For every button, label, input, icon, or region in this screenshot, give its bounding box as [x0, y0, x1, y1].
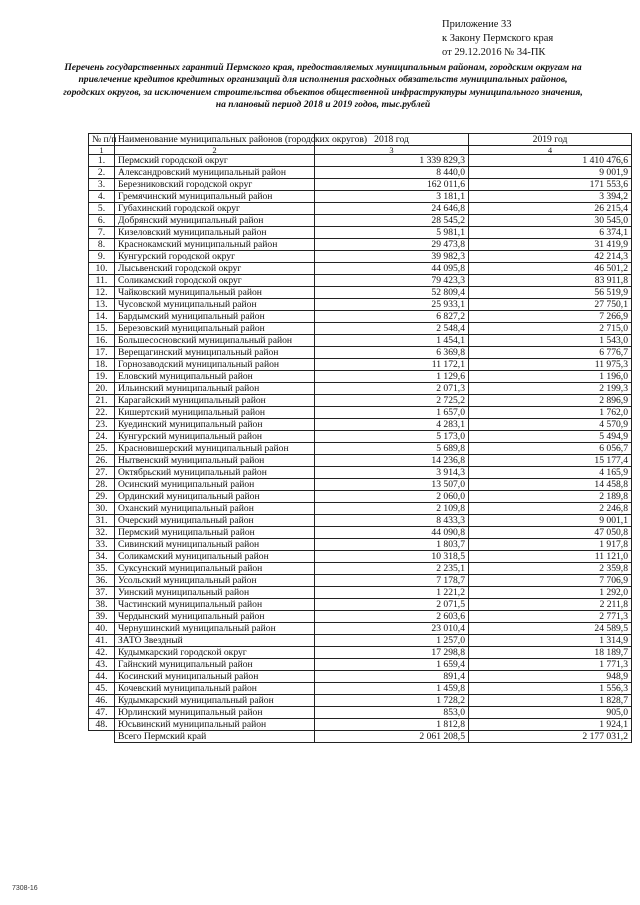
row-value-2018: 891,4: [315, 671, 469, 683]
row-municipality: Пермский городской округ: [115, 155, 315, 167]
table-row: [89, 227, 632, 239]
row-number: 10.: [89, 263, 115, 275]
row-municipality: Краснокамский муниципальный район: [115, 239, 315, 251]
row-value-2019: 1 828,7: [469, 695, 632, 707]
row-value-2018: 2 060,0: [315, 491, 469, 503]
row-number: 42.: [89, 647, 115, 659]
row-value-2018: 3 181,1: [315, 191, 469, 203]
row-number: 14.: [89, 311, 115, 323]
table-row: [89, 515, 632, 527]
row-municipality: Куединский муниципальный район: [115, 419, 315, 431]
table-row: [89, 575, 632, 587]
row-number: 25.: [89, 443, 115, 455]
header-num: № п/п: [89, 134, 115, 146]
row-municipality: Березовский муниципальный район: [115, 323, 315, 335]
row-number: 24.: [89, 431, 115, 443]
column-index-row: [89, 146, 632, 155]
row-value-2019: 9 001,9: [469, 167, 632, 179]
table-row: [89, 551, 632, 563]
table-row: [89, 719, 632, 731]
row-value-2018: 2 603,6: [315, 611, 469, 623]
row-municipality: Пермский муниципальный район: [115, 527, 315, 539]
row-value-2018: 23 010,4: [315, 623, 469, 635]
row-municipality: Губахинский городской округ: [115, 203, 315, 215]
row-number: 29.: [89, 491, 115, 503]
table-row: [89, 635, 632, 647]
table-row: [89, 683, 632, 695]
row-municipality: Березниковский городской округ: [115, 179, 315, 191]
appendix-date: от 29.12.2016 № 34-ПК: [442, 47, 546, 58]
guarantees-table: [88, 133, 632, 743]
table-row: [89, 623, 632, 635]
row-value-2018: 2 725,2: [315, 395, 469, 407]
table-row: [89, 299, 632, 311]
row-number: 22.: [89, 407, 115, 419]
row-value-2019: 6 056,7: [469, 443, 632, 455]
table-row: [89, 467, 632, 479]
row-value-2019: 46 501,2: [469, 263, 632, 275]
row-municipality: Сивинский муниципальный район: [115, 539, 315, 551]
row-value-2018: 7 178,7: [315, 575, 469, 587]
row-value-2018: 29 473,8: [315, 239, 469, 251]
row-value-2019: 2 359,8: [469, 563, 632, 575]
row-number: 31.: [89, 515, 115, 527]
row-value-2019: 6 776,7: [469, 347, 632, 359]
row-municipality: Чернушинский муниципальный район: [115, 623, 315, 635]
row-number: 17.: [89, 347, 115, 359]
table-row: [89, 155, 632, 167]
row-number: 43.: [89, 659, 115, 671]
row-value-2019: 1 762,0: [469, 407, 632, 419]
row-value-2019: 42 214,3: [469, 251, 632, 263]
row-number: 5.: [89, 203, 115, 215]
row-municipality: Кудымкарский городской округ: [115, 647, 315, 659]
total-2019: 2 177 031,2: [469, 731, 632, 743]
appendix-law: к Закону Пермского края: [442, 33, 554, 44]
row-number: 1.: [89, 155, 115, 167]
row-value-2019: 7 266,9: [469, 311, 632, 323]
row-value-2019: 1 924,1: [469, 719, 632, 731]
row-value-2019: 11 121,0: [469, 551, 632, 563]
table-row: [89, 611, 632, 623]
table-row: [89, 431, 632, 443]
table-row: [89, 239, 632, 251]
row-value-2018: 8 440,0: [315, 167, 469, 179]
row-value-2018: 5 689,8: [315, 443, 469, 455]
row-municipality: Красновишерский муниципальный район: [115, 443, 315, 455]
table-row: [89, 311, 632, 323]
table-row: [89, 275, 632, 287]
table-row: [89, 287, 632, 299]
table-row: [89, 347, 632, 359]
table-row: [89, 671, 632, 683]
table-row: [89, 455, 632, 467]
row-value-2018: 2 071,5: [315, 599, 469, 611]
row-number: 35.: [89, 563, 115, 575]
header-2019: 2019 год: [469, 134, 632, 146]
row-number: 27.: [89, 467, 115, 479]
row-municipality: Кудымкарский муниципальный район: [115, 695, 315, 707]
row-value-2019: 4 570,9: [469, 419, 632, 431]
row-value-2018: 25 933,1: [315, 299, 469, 311]
row-number: 39.: [89, 611, 115, 623]
row-value-2018: 1 728,2: [315, 695, 469, 707]
row-municipality: Верещагинский муниципальный район: [115, 347, 315, 359]
row-value-2018: 1 257,0: [315, 635, 469, 647]
row-municipality: Ординский муниципальный район: [115, 491, 315, 503]
row-number: 45.: [89, 683, 115, 695]
table-row: [89, 587, 632, 599]
row-municipality: Частинский муниципальный район: [115, 599, 315, 611]
row-number: 36.: [89, 575, 115, 587]
row-number: 44.: [89, 671, 115, 683]
row-number: 16.: [89, 335, 115, 347]
row-value-2019: 4 165,9: [469, 467, 632, 479]
row-value-2019: 27 750,1: [469, 299, 632, 311]
table-row: [89, 659, 632, 671]
row-municipality: Чердынский муниципальный район: [115, 611, 315, 623]
row-municipality: Нытвенский муниципальный район: [115, 455, 315, 467]
row-municipality: Соликамский городской округ: [115, 275, 315, 287]
row-value-2018: 5 981,1: [315, 227, 469, 239]
table-row: [89, 323, 632, 335]
row-municipality: Горнозаводский муниципальный район: [115, 359, 315, 371]
row-municipality: Оханский муниципальный район: [115, 503, 315, 515]
row-value-2019: 1 292,0: [469, 587, 632, 599]
document-code: 7308-16: [12, 885, 38, 892]
row-number: 21.: [89, 395, 115, 407]
row-municipality: Лысьвенский городской округ: [115, 263, 315, 275]
column-index: 2: [115, 146, 315, 155]
row-value-2019: 30 545,0: [469, 215, 632, 227]
row-value-2018: 14 236,8: [315, 455, 469, 467]
row-number: 46.: [89, 695, 115, 707]
row-value-2018: 853,0: [315, 707, 469, 719]
row-value-2018: 1 812,8: [315, 719, 469, 731]
row-value-2019: 1 410 476,6: [469, 155, 632, 167]
row-value-2019: 7 706,9: [469, 575, 632, 587]
row-number: 47.: [89, 707, 115, 719]
row-value-2018: 2 071,3: [315, 383, 469, 395]
row-value-2019: 31 419,9: [469, 239, 632, 251]
row-value-2018: 162 011,6: [315, 179, 469, 191]
table-row: [89, 263, 632, 275]
row-number: 6.: [89, 215, 115, 227]
row-number: 26.: [89, 455, 115, 467]
row-number: 13.: [89, 299, 115, 311]
row-municipality: Ильинский муниципальный район: [115, 383, 315, 395]
row-municipality: Октябрьский муниципальный район: [115, 467, 315, 479]
row-value-2019: 2 771,3: [469, 611, 632, 623]
row-value-2018: 79 423,3: [315, 275, 469, 287]
row-number: 19.: [89, 371, 115, 383]
row-value-2018: 1 657,0: [315, 407, 469, 419]
row-value-2019: 56 519,9: [469, 287, 632, 299]
row-number: 23.: [89, 419, 115, 431]
row-value-2018: 24 646,8: [315, 203, 469, 215]
row-number: 7.: [89, 227, 115, 239]
row-municipality: Косинский муниципальный район: [115, 671, 315, 683]
row-value-2019: 1 196,0: [469, 371, 632, 383]
row-number: 32.: [89, 527, 115, 539]
row-number: 9.: [89, 251, 115, 263]
row-municipality: Уинский муниципальный район: [115, 587, 315, 599]
row-value-2018: 6 369,8: [315, 347, 469, 359]
row-number: 37.: [89, 587, 115, 599]
row-value-2018: 1 454,1: [315, 335, 469, 347]
row-number: 11.: [89, 275, 115, 287]
row-municipality: Осинский муниципальный район: [115, 479, 315, 491]
row-municipality: Юрлинский муниципальный район: [115, 707, 315, 719]
table-body: [89, 155, 632, 731]
row-value-2018: 5 173,0: [315, 431, 469, 443]
row-number: 4.: [89, 191, 115, 203]
row-value-2018: 2 235,1: [315, 563, 469, 575]
row-number: 30.: [89, 503, 115, 515]
row-value-2018: 1 339 829,3: [315, 155, 469, 167]
row-municipality: Кунгурский муниципальный район: [115, 431, 315, 443]
row-number: 2.: [89, 167, 115, 179]
row-number: 15.: [89, 323, 115, 335]
row-value-2018: 2 109,8: [315, 503, 469, 515]
table-row: [89, 599, 632, 611]
table-row: [89, 527, 632, 539]
table-row: [89, 179, 632, 191]
row-number: 18.: [89, 359, 115, 371]
row-value-2019: 24 589,5: [469, 623, 632, 635]
table-row: [89, 251, 632, 263]
row-value-2018: 1 659,4: [315, 659, 469, 671]
row-value-2018: 1 129,6: [315, 371, 469, 383]
row-value-2018: 17 298,8: [315, 647, 469, 659]
row-value-2019: 5 494,9: [469, 431, 632, 443]
row-value-2018: 4 283,1: [315, 419, 469, 431]
table-row: [89, 479, 632, 491]
table-row: [89, 503, 632, 515]
row-value-2018: 11 172,1: [315, 359, 469, 371]
column-index: 4: [469, 146, 632, 155]
row-value-2019: 1 771,3: [469, 659, 632, 671]
row-municipality: Кунгурский городской округ: [115, 251, 315, 263]
row-value-2019: 9 001,1: [469, 515, 632, 527]
table-row: [89, 419, 632, 431]
row-value-2018: 39 982,3: [315, 251, 469, 263]
total-2018: 2 061 208,5: [315, 731, 469, 743]
row-value-2019: 2 199,3: [469, 383, 632, 395]
row-value-2019: 1 556,3: [469, 683, 632, 695]
row-value-2019: 905,0: [469, 707, 632, 719]
row-municipality: Бардымский муниципальный район: [115, 311, 315, 323]
row-number: 41.: [89, 635, 115, 647]
row-value-2019: 14 458,8: [469, 479, 632, 491]
column-index: 3: [315, 146, 469, 155]
total-label: Всего Пермский край: [115, 731, 315, 743]
table-row: [89, 491, 632, 503]
row-value-2018: 2 548,4: [315, 323, 469, 335]
appendix-number: Приложение 33: [442, 19, 512, 30]
row-number: 12.: [89, 287, 115, 299]
table-row: [89, 167, 632, 179]
table-row: [89, 695, 632, 707]
row-value-2018: 28 545,2: [315, 215, 469, 227]
table-row: [89, 647, 632, 659]
row-value-2018: 1 803,7: [315, 539, 469, 551]
row-municipality: Усольский муниципальный район: [115, 575, 315, 587]
row-municipality: Соликамский муниципальный район: [115, 551, 315, 563]
row-municipality: Очерский муниципальный район: [115, 515, 315, 527]
row-value-2019: 2 189,8: [469, 491, 632, 503]
row-number: 40.: [89, 623, 115, 635]
row-value-2018: 1 221,2: [315, 587, 469, 599]
row-number: 3.: [89, 179, 115, 191]
total-row: [89, 731, 632, 743]
row-value-2018: 8 433,3: [315, 515, 469, 527]
table-row: [89, 371, 632, 383]
row-number: 20.: [89, 383, 115, 395]
header-2018: 2018 год: [315, 134, 469, 146]
row-value-2019: 6 374,1: [469, 227, 632, 239]
document-title: Перечень государственных гарантий Пермского края, предоставляемых муниципальным районам, городским округам на привлечение кредитов кредитных организаций для исполнения расходных обязательств муниципальных районов, городских округов, за исключением строительства объектов общественной инфраструктуры муниципального значения, на плановый период 2018 и 2019 годов, тыс.рублей: [63, 62, 583, 111]
table-row: [89, 539, 632, 551]
row-value-2019: 1 543,0: [469, 335, 632, 347]
row-value-2018: 52 809,4: [315, 287, 469, 299]
row-value-2019: 171 553,6: [469, 179, 632, 191]
table-row: [89, 395, 632, 407]
appendix-header: [442, 18, 632, 60]
row-value-2018: 44 090,8: [315, 527, 469, 539]
row-value-2019: 2 896,9: [469, 395, 632, 407]
table-row: [89, 203, 632, 215]
row-municipality: Юсьвинский муниципальный район: [115, 719, 315, 731]
header-name: Наименование муниципальных районов (городских округов): [115, 134, 315, 146]
row-value-2018: 1 459,8: [315, 683, 469, 695]
row-municipality: Кочевский муниципальный район: [115, 683, 315, 695]
total-num: [89, 731, 115, 743]
row-value-2019: 1 917,8: [469, 539, 632, 551]
row-value-2018: 13 507,0: [315, 479, 469, 491]
row-municipality: Кизеловский муниципальный район: [115, 227, 315, 239]
row-municipality: Гайнский муниципальный район: [115, 659, 315, 671]
row-municipality: Чайковский муниципальный район: [115, 287, 315, 299]
row-value-2018: 44 095,8: [315, 263, 469, 275]
row-value-2019: 2 211,8: [469, 599, 632, 611]
row-value-2019: 3 394,2: [469, 191, 632, 203]
row-value-2019: 2 715,0: [469, 323, 632, 335]
row-value-2018: 10 318,5: [315, 551, 469, 563]
row-value-2019: 1 314,9: [469, 635, 632, 647]
row-value-2018: 6 827,2: [315, 311, 469, 323]
row-municipality: Гремячинский муниципальный район: [115, 191, 315, 203]
row-value-2019: 26 215,4: [469, 203, 632, 215]
row-value-2019: 11 975,3: [469, 359, 632, 371]
row-municipality: Карагайский муниципальный район: [115, 395, 315, 407]
table-row: [89, 707, 632, 719]
table-row: [89, 359, 632, 371]
table-row: [89, 443, 632, 455]
row-number: 28.: [89, 479, 115, 491]
table-header-row: [89, 134, 632, 146]
table-row: [89, 383, 632, 395]
row-municipality: Александровский муниципальный район: [115, 167, 315, 179]
row-number: 48.: [89, 719, 115, 731]
row-municipality: ЗАТО Звездный: [115, 635, 315, 647]
row-value-2019: 948,9: [469, 671, 632, 683]
table-row: [89, 563, 632, 575]
row-number: 38.: [89, 599, 115, 611]
row-municipality: Добрянский муниципальный район: [115, 215, 315, 227]
row-municipality: Еловский муниципальный район: [115, 371, 315, 383]
row-municipality: Чусовской муниципальный район: [115, 299, 315, 311]
row-value-2019: 47 050,8: [469, 527, 632, 539]
table-row: [89, 191, 632, 203]
table-row: [89, 335, 632, 347]
row-number: 34.: [89, 551, 115, 563]
row-value-2019: 2 246,8: [469, 503, 632, 515]
row-value-2018: 3 914,3: [315, 467, 469, 479]
row-municipality: Суксунский муниципальный район: [115, 563, 315, 575]
row-number: 8.: [89, 239, 115, 251]
row-municipality: Большесосновский муниципальный район: [115, 335, 315, 347]
table-row: [89, 215, 632, 227]
row-number: 33.: [89, 539, 115, 551]
column-index: 1: [89, 146, 115, 155]
row-municipality: Кишертский муниципальный район: [115, 407, 315, 419]
table-row: [89, 407, 632, 419]
row-value-2019: 83 911,8: [469, 275, 632, 287]
row-value-2019: 15 177,4: [469, 455, 632, 467]
row-value-2019: 18 189,7: [469, 647, 632, 659]
